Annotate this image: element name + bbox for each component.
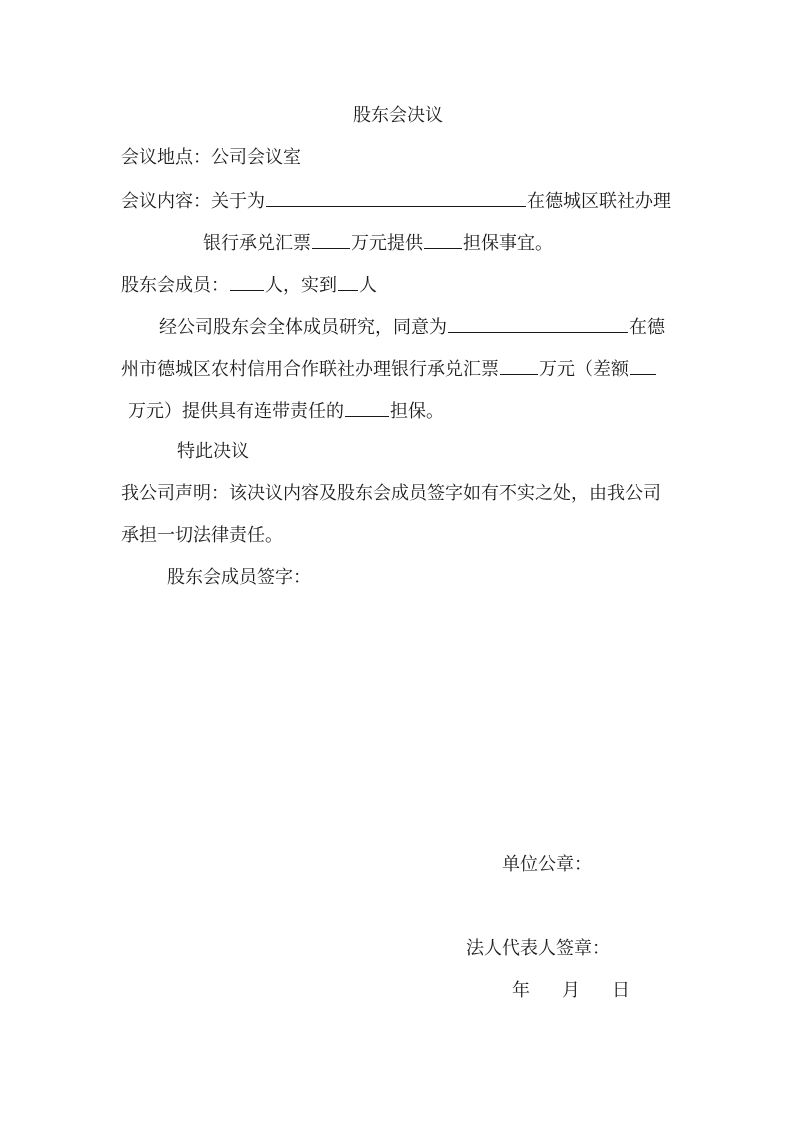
shareholder-members-label: 股东会成员：: [121, 275, 229, 296]
signature-date: [512, 979, 630, 1003]
resolution-body-line: [121, 356, 657, 382]
declaration-line: 我公司声明：该决议内容及股东会成员签字如有不实之处，由我公司: [121, 483, 661, 504]
unit-seal-label: 单位公章：: [502, 854, 592, 875]
resolution-text: 万元（差额: [539, 359, 629, 380]
resolution-text: 担保。: [390, 401, 444, 422]
resolution-text: 在德: [629, 317, 665, 338]
meeting-location: [121, 146, 301, 170]
meeting-content-text: 关于为: [211, 191, 265, 212]
meeting-content-text: 万元提供: [351, 233, 423, 254]
date-month: 月: [562, 980, 580, 1001]
resolution-text: 经公司股东会全体成员研究，同意为: [159, 317, 447, 338]
meeting-content-text: 银行承兑汇票: [203, 233, 311, 254]
hereby-resolved: 特此决议: [177, 441, 249, 462]
meeting-content: [121, 188, 671, 214]
date-year: 年: [512, 980, 530, 1001]
shareholder-members-text: 人: [359, 275, 377, 296]
shareholder-members-text: 人，实到: [265, 275, 337, 296]
document-title: 股东会决议: [353, 105, 443, 126]
date-day: 日: [612, 980, 630, 1001]
bill-amount-blank[interactable]: [500, 356, 538, 375]
member-count-blank[interactable]: [230, 272, 264, 291]
meeting-content-text: 在德城区联社办理: [527, 191, 671, 212]
amount-blank[interactable]: [312, 230, 350, 249]
attended-count-blank[interactable]: [338, 272, 358, 291]
resolution-text: 州市德城区农村信用合作联社办理银行承兑汇票: [121, 359, 499, 380]
legal-representative-seal-label: 法人代表人签章：: [466, 938, 610, 959]
shareholder-members: [121, 272, 377, 298]
guarantee-kind-blank[interactable]: [345, 398, 389, 417]
resolution-text: 万元）提供具有连带责任的: [128, 401, 344, 422]
declaration-line: 承担一切法律责任。: [121, 525, 283, 546]
difference-amount-blank[interactable]: [630, 356, 656, 375]
meeting-location-label: 会议地点：: [121, 147, 211, 168]
beneficiary-blank[interactable]: [448, 314, 628, 333]
resolution-body-line: [128, 398, 444, 424]
company-name-blank[interactable]: [266, 188, 526, 207]
resolution-body-line: [159, 314, 665, 340]
meeting-content-continued: [203, 230, 553, 256]
guarantee-type-blank[interactable]: [424, 230, 462, 249]
meeting-location-value: 公司会议室: [211, 147, 301, 168]
member-signature-label: 股东会成员签字：: [167, 567, 311, 588]
meeting-content-text: 担保事宜。: [463, 233, 553, 254]
meeting-content-label: 会议内容：: [121, 191, 211, 212]
